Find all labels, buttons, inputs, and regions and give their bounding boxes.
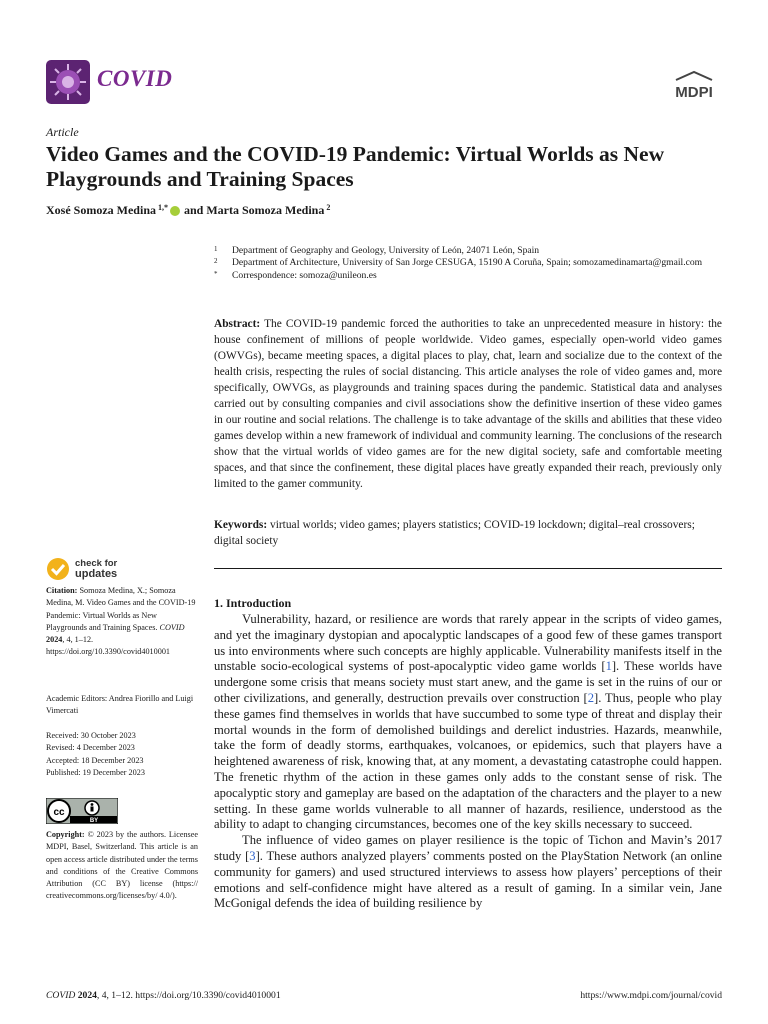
- paragraph-text: ]. These worlds have undergone some crisis that means society must start anew, and the game is set in the ruins of our or other civilizations, and generally, destruction prevails over construction [: [214, 659, 722, 705]
- author-connector: and: [184, 203, 204, 217]
- covid-journal-logo-icon: [46, 60, 90, 104]
- section-heading: 1. Introduction: [214, 596, 292, 610]
- citation-link[interactable]: 2: [587, 690, 595, 705]
- cc-text: cc: [53, 807, 65, 818]
- date-line: Accepted: 18 December 2023: [46, 755, 144, 765]
- dates-block: [46, 730, 198, 779]
- copyright-label: Copyright:: [46, 830, 85, 839]
- affiliation-text: Department of Architecture, University of San Jorge CESUGA, 15190 A Coruña, Spain; somozamedinamarta@gmail.com: [232, 257, 703, 269]
- check-updates-line: check for: [75, 558, 118, 569]
- affiliation-item: [214, 245, 724, 257]
- cc-by-text: BY: [89, 818, 99, 824]
- editors-label: Academic Editors:: [46, 694, 108, 703]
- paragraph-text: ]. These authors analyzed players’ comments posted on the PlayStation Network (an online community for gamers) and used structured interviews to assess how players’ perceptions of their emotions and self-confidence might have altered as a result of gaming. In a similar vein, Jane McGonigal defends the idea of building resilience by: [214, 848, 722, 911]
- check-updates-line: updates: [75, 568, 118, 580]
- article-title: Video Games and the COVID-19 Pandemic: Virtual Worlds as New Playgrounds and Training Spaces: [46, 142, 665, 191]
- footer-journal: COVID: [46, 990, 76, 1001]
- citation-block: [46, 585, 198, 659]
- article-type: Article: [46, 125, 79, 139]
- section-divider: [214, 568, 722, 569]
- author-name[interactable]: Xosé Somoza Medina: [46, 203, 156, 217]
- author-affiliation-mark: 1,*: [158, 203, 168, 212]
- abstract-text: The COVID-19 pandemic forced the authorities to take an unprecedented measure in history: the house confinement of millions of people worldwide. Video games, especially open-world video games (OWVGs), became meeting spaces, a digital places to play, chat, learn and socialize due to the context of the health crisis, respecting the rules of social distancing. This article analyses the role of video games and, more specifically, OWVGs, as playgrounds and training spaces during the pandemic. Statistical data and analyses carried out by consulting companies and civil associations show the definitive insertion of these video games in our routine and social relations. The challenge is to take advantage of the skills and abilities that these video games develop within a new framework of individual and community learning. The conclusions of the research show that the virtual worlds of video games are for the new digital society, safe and comfortable meeting spaces, and that since the confinement, these digital places have greatly expanded their reach, previously only limited to the gamer community.: [214, 318, 722, 490]
- footer-year: 2024: [77, 990, 97, 1001]
- journal-name: COVID: [97, 66, 173, 91]
- keywords-label: Keywords:: [214, 519, 268, 531]
- date-line: Revised: 4 December 2023: [46, 743, 135, 753]
- citation-year: 2024: [46, 635, 63, 645]
- citation-text: Somoza Medina, X.; Somoza Medina, M. Video Games and the COVID-19 Pandemic: Virtual Worlds as New Playgrounds and Training Spaces.: [46, 586, 196, 632]
- footer-journal-url[interactable]: https://www.mdpi.com/journal/covid: [580, 990, 722, 1001]
- footer-doi[interactable]: , 4, 1–12. https://doi.org/10.3390/covid4010001: [96, 990, 281, 1001]
- citation-link[interactable]: 3: [249, 848, 256, 863]
- citation-link[interactable]: 1: [605, 659, 612, 674]
- author-affiliation-mark: 2: [326, 203, 331, 212]
- copyright-block: [46, 829, 198, 903]
- editors-text: Andrea Fiorillo and Luigi Vimercati: [46, 694, 194, 716]
- affiliations: [214, 245, 724, 282]
- footer-citation: [46, 990, 281, 1001]
- author-name[interactable]: Marta Somoza Medina: [206, 203, 325, 217]
- keywords-text: virtual worlds; video games; players statistics; COVID-19 lockdown; digital–real crossovers; digital society: [214, 519, 695, 547]
- author-list: [46, 203, 330, 218]
- mdpi-logo-icon: [668, 70, 720, 102]
- copyright-text: © 2023 by the authors. Licensee MDPI, Basel, Switzerland. This article is an open access article distributed under the terms and conditions of the Creative Commons Attribution (CC BY) license (https:// creativecommons.org/licenses/by/ 4.0/).: [46, 830, 199, 901]
- affiliation-item: [214, 257, 724, 269]
- date-line: Received: 30 October 2023: [46, 731, 136, 740]
- affiliation-text: Department of Geography and Geology, University of León, 24071 León, Spain: [232, 245, 540, 256]
- keywords: [214, 517, 722, 549]
- affiliation-item: [214, 270, 724, 282]
- affiliation-mark: 1: [214, 245, 218, 253]
- paragraph-text: ]. Thus, people who play these games find themselves in worlds that have succumbed to some type of threat and display their mortal wounds in the form of demolished buildings and derelict industries. Hazards, meanwhile, take the form of deadly storms, earthquakes, volcanoes, or epidemics, such that players have a heightened awareness of risk, knowing that, at any moment, a devastating catastrophe could happen. The frenetic rhythm of the action in these games only adds to the constant sense of risk. The apocalyptic story and gameplay are based on the adaptation of the characters and the player to a new setting. In these game worlds vulnerable to all manner of hazards, resilience, understood as the ability to adapt to changing circumstances, becomes one of the key skills necessary to succeed.: [214, 690, 722, 832]
- paragraph-text: Vulnerability, hazard, or resilience are words that rarely appear in the scripts of video games, and yet the imaginary dystopian and apocalyptic landscapes of a good few of these games transport us into environments where such concepts are highly applicable. Vulnerability manifests itself in the unstable socio-ecological systems of post-apocalyptic video game worlds [: [214, 612, 722, 674]
- check-for-updates-badge[interactable]: [46, 557, 117, 581]
- paragraph-text: The influence of video games on player resilience is the topic of Tichon and Mavin’s 2017 study [: [214, 833, 722, 863]
- paragraph: [214, 833, 722, 912]
- orcid-icon[interactable]: [170, 206, 180, 216]
- section-body: [214, 612, 722, 912]
- check-updates-icon: [46, 557, 70, 581]
- citation-doi[interactable]: , 4, 1–12. https://doi.org/10.3390/covid4010001: [46, 635, 171, 657]
- paragraph: [214, 612, 722, 833]
- affiliation-text: Correspondence: somoza@unileon.es: [232, 269, 377, 281]
- affiliation-mark: *: [214, 269, 218, 278]
- publisher-name: MDPI: [675, 84, 713, 101]
- citation-label: Citation:: [46, 586, 78, 595]
- date-line: Published: 19 December 2023: [46, 767, 145, 777]
- editors-block: [46, 693, 198, 718]
- cc-by-license-icon[interactable]: [46, 798, 118, 824]
- affiliation-mark: 2: [214, 257, 218, 266]
- citation-journal: COVID: [159, 622, 185, 632]
- abstract: [214, 316, 722, 492]
- check-updates-text: [75, 559, 117, 579]
- abstract-label: Abstract:: [214, 318, 261, 330]
